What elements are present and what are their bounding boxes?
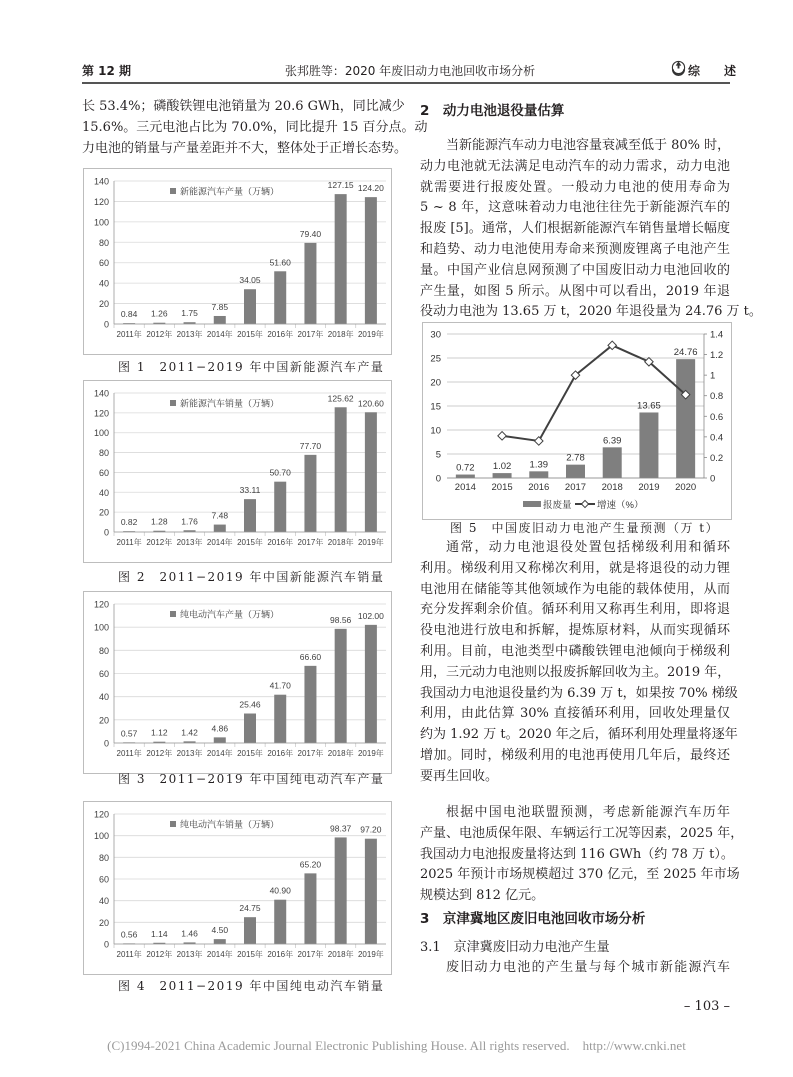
figure-2-chart (83, 380, 392, 563)
x-tick-label: 2016年 (267, 538, 294, 547)
data-label: 24.76 (673, 347, 698, 359)
bar (214, 316, 226, 324)
data-label: 6.39 (602, 435, 622, 447)
data-label: 1.26 (151, 308, 168, 319)
bar (335, 837, 347, 944)
data-label: 102.00 (357, 610, 384, 621)
figure-2-caption: 图 2 2011−2019 年中国新能源汽车销量 (118, 570, 385, 584)
x-tick-label: 2019年 (357, 749, 384, 758)
y-tick-label: 100 (93, 622, 109, 633)
y2-tick-label: 0.8 (710, 391, 724, 403)
data-label: 0.82 (120, 517, 138, 528)
legend-label: 纯电动汽车产量（万辆） (180, 609, 280, 620)
figure-1-chart (83, 168, 392, 355)
bar (493, 473, 512, 478)
text-line: 约为 1.92 万 t。2020 年之后，循环利用处理量将逐年 (420, 727, 738, 743)
legend-swatch (170, 188, 176, 194)
y-tick-label: 0 (103, 738, 109, 749)
bar (603, 447, 622, 478)
x-tick-label: 2013年 (176, 749, 203, 758)
text-line: 用，三元动力电池则以报废拆解回收为主。2019 年， (420, 664, 731, 680)
figure-1-caption: 图 1 2011−2019 年中国新能源汽车产量 (118, 360, 385, 374)
x-tick-label: 2013年 (176, 538, 203, 547)
y-tick-label: 100 (93, 428, 109, 439)
data-label: 79.40 (299, 228, 322, 239)
legend-label: 新能源汽车销量（万辆） (180, 398, 280, 409)
data-label: 13.65 (637, 400, 661, 412)
legend-label: 新能源汽车产量（万辆） (180, 186, 280, 197)
x-tick-label: 2018年 (327, 330, 354, 339)
paragraph-1 (420, 136, 762, 323)
x-tick-label: 2013年 (176, 330, 203, 339)
y2-tick-label: 1.4 (710, 329, 724, 341)
data-label: 120.60 (357, 398, 384, 409)
text-line: 当新能源汽车动力电池容量衰减至低于 80% 时， (446, 138, 731, 153)
y-tick-label: 0 (435, 473, 441, 485)
growth-marker (535, 437, 543, 445)
figure-3-chart (83, 591, 392, 774)
text-line: 役电池进行放电和拆解，提炼原材料，从而实现循环 (420, 623, 730, 639)
data-label: 41.70 (269, 680, 291, 691)
y2-tick-label: 1.2 (710, 350, 724, 362)
text-line: 产量、电池质保年限、车辆运行工况等因素，2025 年， (420, 825, 744, 841)
x-tick-label: 2014年 (206, 330, 233, 339)
x-tick-label: 2017年 (297, 950, 324, 959)
text-line: 15.6%。三元电池占比为 70.0%，同比提升 15 百分点。动 (82, 119, 428, 135)
data-label: 1.39 (529, 459, 549, 471)
x-tick-label: 2012年 (146, 330, 173, 339)
bar (274, 900, 286, 944)
header-rule (82, 82, 730, 84)
issue-number: 第 12 期 (82, 64, 132, 78)
y-tick-label: 80 (98, 645, 109, 656)
x-tick-label: 2013年 (176, 950, 203, 959)
data-label: 51.60 (269, 257, 291, 268)
y-tick-label: 40 (98, 692, 109, 703)
text-line: 通常，动力电池退役处置包括梯级利用和循环 (446, 540, 730, 555)
bar (304, 666, 316, 743)
text-line: 2025 年预计市场规模超过 370 亿元，至 2025 年市场 (420, 867, 740, 883)
x-tick-label: 2019年 (357, 950, 384, 959)
y2-tick-label: 1 (710, 370, 716, 382)
y-tick-label: 10 (430, 425, 441, 437)
bar (529, 471, 548, 478)
bar (214, 939, 226, 944)
data-label: 124.20 (357, 183, 384, 194)
text-line: 我国动力电池报废量将达到 116 GWh（约 78 万 t）。 (420, 846, 734, 862)
y-tick-label: 80 (98, 448, 109, 459)
x-tick-label: 2012年 (146, 950, 173, 959)
y2-tick-label: 0.2 (710, 452, 724, 464)
x-tick-label: 2015年 (237, 950, 263, 959)
y-tick-label: 80 (98, 852, 109, 863)
x-tick-label: 2016年 (267, 749, 294, 758)
data-label: 1.28 (151, 516, 168, 527)
x-tick-label: 2016年 (267, 950, 294, 959)
x-tick-label: 2011年 (116, 330, 142, 339)
x-tick-label: 2018 (601, 482, 623, 493)
bar (244, 499, 256, 532)
text-line: 力电池的销量与产量差距并不大，整体处于正增长态势。 (82, 140, 408, 156)
x-tick-label: 2018年 (327, 749, 354, 758)
figure-5-caption: 图 5 中国废旧动力电池产生量预测（万 t） (450, 521, 720, 535)
y-tick-label: 30 (430, 329, 441, 341)
bar (274, 271, 286, 324)
x-tick-label: 2019 (638, 482, 660, 493)
text-line: 利用。目前，电池类型中磷酸铁锂电池倾向于梯级利 (420, 643, 730, 659)
text-line: 要再生回收。 (420, 768, 499, 784)
paragraph-3 (420, 803, 744, 907)
bar (304, 873, 316, 944)
x-tick-label: 2015 (491, 482, 513, 493)
bar (566, 465, 585, 478)
figure-4-chart (83, 801, 392, 975)
text-line: 废旧动力电池的产生量与每个城市新能源汽车 (446, 960, 730, 975)
running-title: 张邦胜等：2020 年废旧动力电池回收市场分析 (284, 64, 536, 78)
y-tick-label: 40 (98, 278, 109, 289)
bar (676, 359, 695, 478)
section-2-heading: 2 动力电池退役量估算 (420, 103, 565, 119)
legend-label-line: 增速（%） (597, 500, 644, 511)
bar (365, 197, 377, 324)
text-line: 5 ~ 8 年，这意味着动力电池往往先于新能源汽车的 (420, 200, 730, 216)
text-line: 规模达到 812 亿元。 (420, 888, 545, 904)
legend-swatch (170, 400, 176, 406)
y-tick-label: 20 (98, 299, 109, 310)
legend-label: 纯电动汽车销量（万辆） (180, 819, 280, 830)
bar (244, 289, 256, 324)
y-tick-label: 5 (435, 449, 441, 461)
figure-3-caption: 图 3 2011−2019 年中国纯电动汽车产量 (118, 772, 385, 786)
bar (274, 482, 286, 532)
y2-tick-label: 0.4 (710, 432, 724, 444)
text-line: 量。中国产业信息网预测了中国废旧动力电池回收的 (420, 262, 730, 278)
y-tick-label: 60 (98, 467, 109, 478)
data-label: 98.56 (330, 614, 352, 625)
y-tick-label: 80 (98, 237, 109, 248)
data-label: 7.85 (211, 301, 229, 312)
bar (456, 475, 475, 478)
text-line: 就需要进行报废处置。一般动力电池的使用寿命为 (420, 179, 730, 195)
text-line: 产生量，如图 5 所示。从图中可以看出，2019 年退 (420, 283, 730, 299)
data-label: 0.72 (456, 462, 475, 474)
data-label: 24.75 (239, 903, 261, 914)
data-label: 1.02 (492, 461, 512, 473)
x-tick-label: 2017年 (297, 330, 324, 339)
figure-5-chart (422, 322, 732, 520)
data-label: 1.12 (151, 727, 168, 738)
x-tick-label: 2015年 (237, 538, 263, 547)
y-tick-label: 120 (93, 809, 109, 820)
x-tick-label: 2014年 (206, 950, 233, 959)
data-label: 4.50 (211, 925, 229, 936)
x-tick-label: 2015年 (237, 330, 263, 339)
bar (335, 194, 347, 324)
bar (304, 455, 316, 532)
bar (335, 407, 347, 532)
data-label: 33.11 (239, 485, 261, 496)
figure-4-caption: 图 4 2011−2019 年中国纯电动汽车销量 (118, 979, 385, 993)
legend-label-bars: 报废量 (543, 500, 572, 511)
copyright-footer: (C)1994-2021 China Academic Journal Electronic Publishing House. All rights reserved. http://www.cnki.net (107, 1038, 686, 1053)
y-tick-label: 0 (103, 527, 109, 538)
data-label: 50.70 (269, 467, 291, 478)
x-tick-label: 2017年 (297, 538, 324, 547)
x-tick-label: 2017年 (297, 749, 324, 758)
data-label: 125.62 (327, 393, 354, 404)
y-tick-label: 0 (103, 319, 109, 330)
y-tick-label: 40 (98, 487, 109, 498)
y-tick-label: 140 (93, 176, 109, 187)
bar (335, 629, 347, 743)
x-tick-label: 2012年 (146, 749, 173, 758)
legend-swatch (170, 611, 176, 617)
data-label: 1.75 (181, 308, 198, 319)
data-label: 0.56 (120, 929, 138, 940)
data-label: 40.90 (269, 885, 291, 896)
bar (365, 625, 377, 743)
data-label: 2.78 (566, 452, 585, 464)
text-line: 电池用在储能等其他领域作为电能的载体使用，从而 (420, 581, 730, 597)
paragraph-2 (420, 538, 738, 788)
y-tick-label: 100 (93, 831, 109, 842)
x-tick-label: 2016 (528, 482, 550, 493)
data-label: 77.70 (299, 440, 322, 451)
y-tick-label: 60 (98, 874, 109, 885)
x-tick-label: 2014年 (206, 749, 233, 758)
text-line: 增加。同时，梯级利用的电池再使用几年后，最终还 (420, 747, 730, 763)
bar (244, 714, 256, 743)
bar (214, 525, 226, 532)
y-tick-label: 100 (93, 217, 109, 228)
x-tick-label: 2019年 (357, 330, 384, 339)
legend-swatch-bars (523, 501, 541, 507)
y-tick-label: 20 (430, 377, 441, 389)
bar (365, 412, 377, 532)
y-tick-label: 40 (98, 896, 109, 907)
text-line: 和趋势、动力电池使用寿命来预测废锂离子电池产生 (420, 241, 730, 257)
y2-tick-label: 0 (710, 473, 716, 485)
text-line: 我国动力电池退役量约为 6.39 万 t，如果按 70% 梯级 (420, 685, 738, 701)
y-tick-label: 140 (93, 388, 109, 399)
y2-tick-label: 0.6 (710, 411, 724, 423)
x-tick-label: 2018年 (327, 538, 354, 547)
text-line: 利用，由此估算 30% 直接循环利用，回收处理量仅 (420, 706, 730, 722)
text-line: 役动力电池为 13.65 万 t，2020 年退役量为 24.76 万 t。 (420, 304, 762, 320)
recycle-icon (671, 60, 686, 78)
data-label: 65.20 (299, 859, 322, 870)
y-tick-label: 120 (93, 408, 109, 419)
data-label: 66.60 (299, 651, 322, 662)
bar (639, 412, 658, 478)
x-tick-label: 2016年 (267, 330, 294, 339)
section-3-heading: 3 京津冀地区废旧电池回收市场分析 (420, 911, 646, 927)
x-tick-label: 2014年 (206, 538, 233, 547)
section-3-1-heading: 3.1 京津冀废旧动力电池产生量 (420, 940, 610, 955)
y-tick-label: 120 (93, 599, 109, 610)
bar (244, 917, 256, 944)
x-tick-label: 2020 (675, 482, 697, 493)
x-tick-label: 2015年 (237, 749, 263, 758)
y-tick-label: 20 (98, 507, 109, 518)
x-tick-label: 2011年 (116, 749, 142, 758)
data-label: 1.14 (151, 928, 168, 939)
data-label: 34.05 (239, 275, 261, 286)
legend-swatch (170, 821, 176, 827)
y-tick-label: 60 (98, 258, 109, 269)
y-tick-label: 20 (98, 917, 109, 928)
y-tick-label: 25 (430, 353, 441, 365)
data-label: 25.46 (239, 699, 261, 710)
x-tick-label: 2014 (454, 482, 476, 493)
bar (214, 737, 226, 743)
data-label: 7.48 (211, 510, 229, 521)
page-number: – 103 – (683, 999, 730, 1014)
growth-marker (498, 432, 506, 440)
y-tick-label: 120 (93, 196, 109, 207)
x-tick-label: 2011年 (116, 538, 142, 547)
bar (274, 695, 286, 743)
y-tick-label: 0 (103, 939, 109, 950)
data-label: 97.20 (360, 824, 382, 835)
x-tick-label: 2018年 (327, 950, 354, 959)
bar (365, 839, 377, 944)
data-label: 0.84 (120, 309, 138, 320)
x-tick-label: 2012年 (146, 538, 173, 547)
y-tick-label: 15 (430, 401, 441, 413)
bar (304, 243, 316, 324)
x-tick-label: 2011年 (116, 950, 142, 959)
x-tick-label: 2019年 (357, 538, 384, 547)
text-line: 动力电池就无法满足电动汽车的动力需求，动力电池 (420, 158, 730, 174)
x-tick-label: 2017 (564, 482, 587, 493)
text-line: 充分发挥剩余价值。循环利用又称再生利用，即将退 (420, 602, 730, 618)
paragraph-4 (420, 958, 730, 979)
data-label: 1.42 (181, 727, 198, 738)
legend-marker (581, 500, 588, 507)
data-label: 4.86 (211, 723, 229, 734)
text-line: 报废 [5]。通常，人们根据新能源汽车销售量增长幅度 (420, 221, 730, 237)
text-line: 根据中国电池联盟预测，考虑新能源汽车历年 (446, 805, 730, 820)
left-intro (82, 97, 428, 159)
y-tick-label: 60 (98, 669, 109, 679)
data-label: 0.57 (120, 728, 138, 739)
data-label: 98.37 (330, 823, 352, 834)
y-tick-label: 20 (98, 715, 109, 726)
data-label: 1.76 (181, 516, 198, 527)
text-line: 利用。梯级利用又称梯次利用，就是将退役的动力锂 (420, 560, 730, 576)
section-label: 综 述 (688, 64, 737, 78)
data-label: 127.15 (327, 180, 354, 191)
data-label: 1.46 (181, 928, 198, 939)
text-line: 长 53.4%；磷酸铁锂电池销量为 20.6 GWh，同比减少 (82, 99, 405, 114)
